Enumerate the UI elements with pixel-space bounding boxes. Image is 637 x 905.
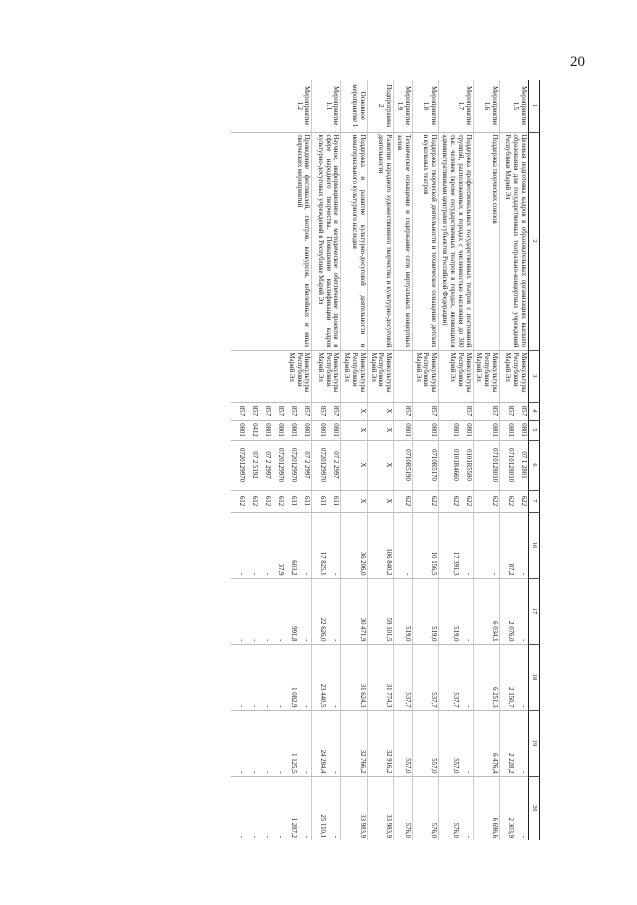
value-2020 <box>341 776 367 840</box>
sub-line-value: 106 840,2 <box>385 548 393 576</box>
sub-line-value: - <box>303 771 311 774</box>
sub-line-value: 622 <box>520 495 527 507</box>
sub-line-value: - <box>277 771 285 774</box>
sub-line-value: 07 1 2801 <box>520 451 527 479</box>
grbs-code <box>394 402 413 420</box>
sub-line-value: 1 287,2 <box>290 817 298 838</box>
grbs-code <box>312 402 341 420</box>
value-2019 <box>473 710 499 776</box>
value-2017 <box>394 578 413 644</box>
measure-description: Поддержка профессиональных государственных театров с постоянной труппой, расположенных в городах с численностью населения до 300 тыс. человек (кроме государственных театров в городах, являющихся административными центрами субъектов Российской Федерации) <box>439 132 473 350</box>
budget-table <box>231 80 540 840</box>
sub-line-value: 30 471,9 <box>358 617 366 642</box>
sub-line-value: 857 <box>332 405 340 417</box>
sub-line-value: 557,0 <box>430 758 438 774</box>
measure-name: Мероприятие 1.9 <box>394 80 413 132</box>
section-code <box>473 420 499 440</box>
responsible-executor: Минкультуры Республики Марий Эл <box>367 350 393 402</box>
measure-description: Развитие народного художественного творчества и культурно-досуговой деятельности <box>367 132 393 350</box>
measure-name: Мероприятие 1.2 <box>231 80 312 132</box>
sub-line-value: 6 476,4 <box>491 753 498 774</box>
expense-type-code <box>367 490 393 512</box>
sub-line-value: - <box>464 573 472 576</box>
measure-description: Техническое оснащение и содержание сети виртуальных концертных залов <box>394 132 413 350</box>
section-code <box>367 420 393 440</box>
table-row <box>394 80 413 840</box>
sub-line-value: - <box>264 639 272 642</box>
grbs-code <box>412 402 438 420</box>
sub-line-value: - <box>332 771 340 774</box>
sub-line-value: 0101R5580 <box>464 449 472 481</box>
sub-line-value: 857 <box>403 405 411 417</box>
target-article-code <box>367 440 393 490</box>
value-2016 <box>231 512 312 578</box>
value-2017 <box>312 578 341 644</box>
sub-line-value: 1 125,5 <box>290 753 298 774</box>
sub-line-value: 612 <box>238 495 246 507</box>
value-2017 <box>341 578 367 644</box>
table-row <box>367 80 393 840</box>
measure-description: Целевая подготовка кадров в образовательных организациях высшего образования для государственных театрально-концертных учреждений Республики Марий Эл <box>500 132 529 350</box>
value-2017 <box>500 578 529 644</box>
value-2020 <box>473 776 499 840</box>
sub-line-value: - <box>520 835 527 838</box>
sub-line-value: 857 <box>520 405 527 417</box>
sub-line-value: X <box>358 462 366 468</box>
sub-line-value: 0412 <box>251 423 259 437</box>
responsible-executor: Минкультуры Республики Марий Эл <box>231 350 312 402</box>
value-2016 <box>439 512 473 578</box>
value-2016 <box>500 512 529 578</box>
value-2019 <box>412 710 438 776</box>
sub-line-value: 0801 <box>430 423 438 437</box>
sub-line-value: 0801 <box>520 423 527 437</box>
sub-line-value: 857 <box>319 405 327 417</box>
sub-line-value: 0801 <box>290 423 298 437</box>
value-2020 <box>500 776 529 840</box>
sub-line-value: - <box>264 705 272 708</box>
sub-line-value: - <box>277 835 285 838</box>
measure-name: Подпрограмма 2 <box>367 80 393 132</box>
sub-line-value: 6 696,6 <box>491 817 498 838</box>
sub-line-value: 519,0 <box>403 626 411 642</box>
sub-line-value: 25 110,1 <box>319 814 327 838</box>
sub-line-value: 537,7 <box>430 692 438 708</box>
value-2018 <box>231 644 312 710</box>
sub-line-value: 0710R5190 <box>403 449 411 481</box>
sub-line-value: 07 2 2997 <box>264 451 272 479</box>
expense-type-code <box>500 490 529 512</box>
value-2017 <box>367 578 393 644</box>
sub-line-value: - <box>277 639 285 642</box>
section-code <box>231 420 312 440</box>
table-row <box>473 80 499 840</box>
sub-line-value: 2 303,9 <box>507 817 514 838</box>
sub-line-value: 24 284,4 <box>319 749 327 774</box>
sub-line-value: 0710R5170 <box>430 449 438 481</box>
value-2019 <box>231 710 312 776</box>
sub-line-value: - <box>238 835 246 838</box>
column-header: 6 <box>529 440 540 490</box>
value-2019 <box>341 710 367 776</box>
sub-line-value: 07 2 5192 <box>251 451 259 479</box>
sub-line-value: - <box>251 835 259 838</box>
sub-line-value: 611 <box>290 496 298 506</box>
sub-line-value: - <box>332 835 340 838</box>
sub-line-value: - <box>238 573 246 576</box>
sub-line-value: 31 774,3 <box>385 683 393 708</box>
value-2020 <box>367 776 393 840</box>
sub-line-value: 576,0 <box>430 822 438 838</box>
sub-line-value: 17 391,3 <box>451 551 459 576</box>
sub-line-value: 0720129970 <box>238 448 246 482</box>
grbs-code <box>367 402 393 420</box>
sub-line-value: 857 <box>238 405 246 417</box>
sub-line-value: 611 <box>303 496 311 506</box>
sub-line-value: 87,2 <box>507 563 514 576</box>
sub-line-value: 2 228,2 <box>507 753 514 774</box>
sub-line-value: X <box>385 408 393 414</box>
sub-line-value: X <box>385 427 393 433</box>
value-2017 <box>439 578 473 644</box>
sub-line-value: - <box>251 639 259 642</box>
rotated-table-container <box>90 80 540 840</box>
sub-line-value: 0710128010 <box>507 448 514 482</box>
sub-line-value: - <box>520 639 527 642</box>
section-code <box>341 420 367 440</box>
sub-line-value: 612 <box>264 495 272 507</box>
value-2020 <box>439 776 473 840</box>
column-header: 4 <box>529 402 540 420</box>
sub-line-value: 857 <box>264 405 272 417</box>
measure-name: Основное мероприятие 1 <box>341 80 367 132</box>
sub-line-value: 537,7 <box>403 692 411 708</box>
sub-line-value: 0720129970 <box>319 448 327 482</box>
value-2018 <box>412 644 438 710</box>
sub-line-value: 622 <box>430 495 438 507</box>
measure-name: Мероприятие 1.5 <box>500 80 529 132</box>
column-header: 7 <box>529 490 540 512</box>
sub-line-value: 1 082,9 <box>290 687 298 708</box>
sub-line-value: X <box>358 427 366 433</box>
responsible-executor: Минкультуры Республики Марий Эл <box>473 350 499 402</box>
table-body <box>231 80 528 840</box>
value-2019 <box>439 710 473 776</box>
measure-name: Мероприятие 1.8 <box>412 80 438 132</box>
grbs-code <box>473 402 499 420</box>
sub-line-value: - <box>464 705 472 708</box>
value-2017 <box>473 578 499 644</box>
sub-line-value: X <box>385 462 393 468</box>
sub-line-value: - <box>238 705 246 708</box>
table-row <box>439 80 473 840</box>
page-number: 20 <box>570 54 585 70</box>
value-2017 <box>412 578 438 644</box>
sub-line-value: - <box>303 573 311 576</box>
measure-name: Мероприятие 1.6 <box>473 80 499 132</box>
value-2018 <box>439 644 473 710</box>
sub-line-value: - <box>332 573 340 576</box>
sub-line-value: 0801 <box>332 423 340 437</box>
sub-line-value: - <box>303 835 311 838</box>
sub-line-value: - <box>238 639 246 642</box>
sub-line-value: 622 <box>403 495 411 507</box>
sub-line-value: 31 624,3 <box>358 683 366 708</box>
sub-line-value: 611 <box>332 496 340 506</box>
sub-line-value: X <box>385 498 393 504</box>
sub-line-value: - <box>464 639 472 642</box>
expense-type-code <box>231 490 312 512</box>
sub-line-value: 32 916,2 <box>385 749 393 774</box>
section-code <box>439 420 473 440</box>
value-2018 <box>367 644 393 710</box>
section-code <box>394 420 413 440</box>
target-article-code <box>394 440 413 490</box>
responsible-executor: Минкультуры Республики Марий Эл <box>312 350 341 402</box>
sub-line-value: 537,7 <box>451 692 459 708</box>
sub-line-value: 622 <box>464 495 472 507</box>
sub-line-value: 07 2 2997 <box>332 451 340 479</box>
sub-line-value: 576,0 <box>451 822 459 838</box>
table-row <box>312 80 341 840</box>
value-2016 <box>367 512 393 578</box>
sub-line-value: - <box>520 771 527 774</box>
sub-line-value: - <box>251 705 259 708</box>
sub-line-value: 557,0 <box>403 758 411 774</box>
grbs-code <box>231 402 312 420</box>
target-article-code <box>500 440 529 490</box>
table-row <box>412 80 438 840</box>
grbs-code <box>341 402 367 420</box>
sub-line-value: 10 156,5 <box>430 551 438 576</box>
value-2019 <box>312 710 341 776</box>
sub-line-value: 0801 <box>464 423 472 437</box>
value-2018 <box>341 644 367 710</box>
column-header: 3 <box>529 350 540 402</box>
sub-line-value: 0101R4660 <box>451 449 459 481</box>
sub-line-value: - <box>264 771 272 774</box>
sub-line-value: 0801 <box>507 423 514 437</box>
sub-line-value: 0801 <box>403 423 411 437</box>
measure-description: Поддержка творческой деятельности и техническое оснащение детских и кукольных театров <box>412 132 438 350</box>
grbs-code <box>500 402 529 420</box>
sub-line-value: 33 983,9 <box>385 814 393 838</box>
sub-line-value: 36 206,0 <box>358 551 366 576</box>
sub-line-value: 0720129970 <box>290 448 298 482</box>
sub-line-value: 622 <box>451 495 459 507</box>
sub-line-value: - <box>238 771 246 774</box>
target-article-code <box>473 440 499 490</box>
value-2017 <box>231 578 312 644</box>
sub-line-value: 622 <box>507 495 514 507</box>
sub-line-value: 857 <box>303 405 311 417</box>
sub-line-value: - <box>251 573 259 576</box>
target-article-code <box>312 440 341 490</box>
sub-line-value: 612 <box>277 495 285 507</box>
sub-line-value: 0801 <box>264 423 272 437</box>
sub-line-value: - <box>264 573 272 576</box>
value-2016 <box>473 512 499 578</box>
target-article-code <box>341 440 367 490</box>
sub-line-value: 0801 <box>451 423 459 437</box>
sub-line-value: 576,0 <box>403 822 411 838</box>
value-2020 <box>412 776 438 840</box>
sub-line-value: 519,0 <box>430 626 438 642</box>
sub-line-value: - <box>303 705 311 708</box>
expense-type-code <box>439 490 473 512</box>
expense-type-code <box>312 490 341 512</box>
sub-line-value: - <box>403 573 411 576</box>
sub-line-value: 612 <box>251 495 259 507</box>
sub-line-value: 07 2 2997 <box>303 451 311 479</box>
sub-line-value: - <box>332 705 340 708</box>
expense-type-code <box>394 490 413 512</box>
measure-description: Научное, информационное и методическое обеспечение проектов в сфере народного творчества. Повышение квалификации кадров культурно-досуговых учреждений в Республике Марий Эл <box>312 132 341 350</box>
sub-line-value: 2 150,7 <box>507 687 514 708</box>
value-2018 <box>394 644 413 710</box>
table-row <box>341 80 367 840</box>
value-2019 <box>367 710 393 776</box>
column-header: 16 <box>529 512 540 578</box>
expense-type-code <box>473 490 499 512</box>
column-header: 17 <box>529 578 540 644</box>
column-header: 18 <box>529 644 540 710</box>
measure-description: Поддержка творческих союзов <box>473 132 499 350</box>
sub-line-value: 33 983,9 <box>358 814 366 838</box>
sub-line-value: 857 <box>491 405 498 417</box>
section-code <box>412 420 438 440</box>
measure-name: Мероприятие 1.7 <box>439 80 473 132</box>
grbs-code <box>439 402 473 420</box>
sub-line-value: 0801 <box>491 423 498 437</box>
value-2016 <box>341 512 367 578</box>
sub-line-value: - <box>464 835 472 838</box>
value-2016 <box>312 512 341 578</box>
sub-line-value: 2 076,0 <box>507 621 514 642</box>
table-row <box>231 80 312 840</box>
sub-line-value: 0801 <box>277 423 285 437</box>
column-header: 19 <box>529 710 540 776</box>
value-2018 <box>500 644 529 710</box>
sub-line-value: 519,0 <box>451 626 459 642</box>
sub-line-value: 59 101,5 <box>385 617 393 642</box>
column-header: 20 <box>529 776 540 840</box>
sub-line-value: 991,8 <box>290 626 298 642</box>
value-2020 <box>231 776 312 840</box>
sub-line-value: X <box>358 498 366 504</box>
sub-line-value: 857 <box>464 405 472 417</box>
sub-line-value: 857 <box>251 405 259 417</box>
measure-description: Проведение фестивалей, смотров, конкурсов, юбилейных и иных творческих мероприятий <box>231 132 312 350</box>
value-2018 <box>473 644 499 710</box>
target-article-code <box>412 440 438 490</box>
responsible-executor: Минкультуры Республики Марий Эл <box>500 350 529 402</box>
column-header: 2 <box>529 132 540 350</box>
target-article-code <box>231 440 312 490</box>
section-code <box>312 420 341 440</box>
sub-line-value: - <box>332 639 340 642</box>
sub-line-value: 37,9 <box>277 563 285 576</box>
sub-line-value: 0710128010 <box>491 448 498 482</box>
measure-description: Поддержка и развитие культурно-досуговой деятельности и нематериального культурного наследия <box>341 132 367 350</box>
sub-line-value: - <box>520 573 527 576</box>
expense-type-code <box>341 490 367 512</box>
sub-line-value: - <box>264 835 272 838</box>
sub-line-value: 622 <box>491 495 498 507</box>
sub-line-value: - <box>491 573 498 576</box>
value-2016 <box>412 512 438 578</box>
table-row <box>500 80 529 840</box>
sub-line-value: 0720129970 <box>277 448 285 482</box>
sub-line-value: 857 <box>430 405 438 417</box>
sub-line-value: X <box>358 408 366 414</box>
sub-line-value: 22 626,0 <box>319 617 327 642</box>
sub-line-value: 557,0 <box>451 758 459 774</box>
sub-line-value: 0801 <box>319 423 327 437</box>
expense-type-code <box>412 490 438 512</box>
sub-line-value: 6 034,1 <box>491 621 498 642</box>
responsible-executor: Минкультуры Республики Марий Эл <box>439 350 473 402</box>
sub-line-value: - <box>464 771 472 774</box>
sub-line-value: - <box>277 705 285 708</box>
sub-line-value: 17 825,1 <box>319 551 327 576</box>
value-2018 <box>312 644 341 710</box>
section-code <box>500 420 529 440</box>
header-row <box>529 80 540 840</box>
sub-line-value: 0801 <box>303 423 311 437</box>
sub-line-value: - <box>520 705 527 708</box>
sub-line-value: 857 <box>277 405 285 417</box>
sub-line-value: - <box>303 639 311 642</box>
sub-line-value <box>446 405 459 418</box>
value-2020 <box>312 776 341 840</box>
sub-line-value: 23 440,5 <box>319 683 327 708</box>
value-2020 <box>394 776 413 840</box>
column-header: 5 <box>529 420 540 440</box>
sub-line-value: 6 251,3 <box>491 687 498 708</box>
value-2019 <box>500 710 529 776</box>
measure-name: Мероприятие 1.1 <box>312 80 341 132</box>
column-header: 1 <box>529 80 540 132</box>
responsible-executor <box>394 350 413 402</box>
value-2019 <box>394 710 413 776</box>
sub-line-value: 603,2 <box>290 560 298 576</box>
sub-line-value: 32 766,2 <box>358 749 366 774</box>
target-article-code <box>439 440 473 490</box>
sub-line-value: 857 <box>290 405 298 417</box>
responsible-executor: Минкультуры Республики Марий Эл <box>341 350 367 402</box>
sub-line-value: 857 <box>507 405 514 417</box>
sub-line-value: 611 <box>319 496 327 506</box>
sub-line-value: 0801 <box>238 423 246 437</box>
responsible-executor: Минкультуры Республики Марий Эл <box>412 350 438 402</box>
sub-line-value: - <box>251 771 259 774</box>
value-2016 <box>394 512 413 578</box>
